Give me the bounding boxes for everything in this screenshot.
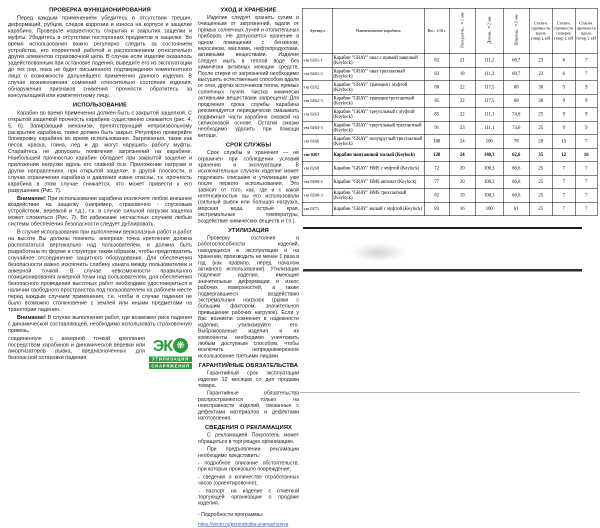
table-header-row [302,8,597,54]
value-cell: 62,6 [503,148,529,162]
name-cell: Карабин "GRAY" малый с муфтой (Keylock) [332,202,424,216]
name-cell: Карабин "GRAY" трапеция трехтактный (Keylock) [332,94,424,108]
value-cell: 68 [503,94,529,108]
recycle-program-block [198,512,299,528]
value-cell: 7 [575,162,597,176]
value-cell: 20 [449,162,475,176]
value-cell: 60,7 [503,54,529,68]
name-cell: Карабин "GRAY" полукруглый трехтактный (Keylock) [332,135,424,149]
value-cell: 25 [529,121,552,135]
table-row [302,108,597,122]
value-cell: 16 [449,202,475,216]
value-cell: 83 [424,67,449,81]
article-cell: vnt 0266 [302,135,332,149]
value-cell: 25 [529,202,552,216]
value-cell: 7 [575,67,597,81]
value-cell: 66,6 [503,189,529,203]
header-article: Артикул [302,8,332,54]
warning-label: Внимание! [17,314,46,321]
name-cell: Карабин "GRAY" овал с прямой защелкой (Keylock) [332,54,424,68]
program-details-link[interactable]: https://vento.ru/pererabotka-snaryazheniya [198,521,289,528]
name-cell: Карабин "GRAY" HMS с муфтой (Keylock) [332,162,424,176]
value-cell: 25 [529,189,552,203]
article-cell: vnt 0262 [302,81,332,95]
value-cell: 106,3 [475,189,503,203]
value-cell: 35 [529,148,552,162]
value-cell: 24 [449,135,475,149]
value-cell: 74,6 [503,121,529,135]
value-cell: 7 [575,54,597,68]
eco-logo-caption-2: СНАРЯЖЕНИЯ [149,363,192,369]
value-cell: 7 [552,189,575,203]
section-heading-care: УХОД И ХРАНЕНИЕ [220,7,277,13]
warning-label: Внимание! [17,195,46,202]
article-cell: vnt 0263 [302,108,332,122]
value-cell: 7 [575,189,597,203]
value-cell: 78 [503,135,529,149]
table-row [302,94,597,108]
article-cell: vnt 0261-1 [302,54,332,68]
value-cell: 9 [575,108,597,122]
table-row [302,67,597,81]
article-cell: vnt 0271 [302,202,332,216]
value-cell: 23 [449,121,475,135]
value-cell: 140,3 [475,148,503,162]
bottom-wrap-row [8,335,192,369]
value-cell: 30 [529,94,552,108]
value-cell: 83 [424,202,449,216]
paragraph-disposal: Проверку состояния и работоспособности изделий, находящихся в эксплуатации и на хранении, производить не менее 1 раза в год (как правило, перед началом активного использования). Утилизации подлежат изделия, имеющие значительные деформации и износ рабочих поверхностей, а также подвергавшиеся воздействию экстремальных нагрузок (рывки с большим фактором, значительное превышение рабочих нагрузок). Если у Вас возникли сомнения в надежности изделия, утилизируйте его. Выбракованные изделия и их компоненты необходимо уничтожить любым доступным способом, чтобы исключить непреднамеренное использование третьими лицами. [198,235,299,359]
value-cell: 9 [552,81,575,95]
header-name: Наименование карабина [332,8,424,54]
value-cell: 85 [424,94,449,108]
eco-recycle-logo [149,335,192,369]
header-strength-major-open: Статич. прочность вдоль (откр.), кН [575,8,597,54]
name-cell: Карабин "GRAY" HMS автомат (Keylock) [332,175,424,189]
name-cell: Карабин "GRAY" трапеция с муфтой (Keylock) [332,81,424,95]
claims-bullet-3: - паспорт на изделие с отметкой торгующей организации о продаже изделия. [198,488,299,507]
value-cell: 111,1 [475,108,503,122]
value-cell: 12 [552,148,575,162]
claims-bullet-2: - сведения о количестве отработанных часов (ориентировочно); [198,474,299,487]
value-cell: 100 [475,202,503,216]
name-cell: Карабин монтажный малый (Keylock) [332,148,424,162]
header-length: Длина, ±2 мм [475,8,503,54]
paragraph-usage-warning-2 [8,314,192,333]
table-row [302,175,597,189]
table-row [302,81,597,95]
paragraph-care: Изделие следует хранить сухим и очищенным от загрязнений, вдали от прямых солнечных лучей и отопительных приборов. Не допускается хранение в одном помещении с бензином, керосином, маслами, нефтепродуктами, активными веществами. Изделие следует мыть в теплой воде без химически активных моющих средств. После стирки от загрязнений необходимо высушить естественным способом вдали от огня, других источников тепла, прямых солнечных лучей. Чистка химически активными веществами запрещена! Для продления срока службы карабина рекомендуется периодически смазывать подвижные части карабина смазкой на силиконовой основе. Остатки смазки необходимо удалить при помощи ветоши. [198,15,299,139]
value-cell: 30 [529,81,552,95]
value-cell: 22 [449,81,475,95]
value-cell: 106,3 [475,162,503,176]
value-cell: 9 [552,94,575,108]
table-row [302,202,597,216]
value-cell: 82 [424,54,449,68]
value-cell: 9 [552,121,575,135]
fold-line-3 [300,392,580,393]
value-cell: 6 [552,54,575,68]
eco-logo-top [149,335,192,355]
value-cell: 15 [552,135,575,149]
value-cell: 16 [575,148,597,162]
value-cell: 7 [552,175,575,189]
value-cell: 20 [449,175,475,189]
value-cell: 66,6 [503,175,529,189]
value-cell: 80 [424,81,449,95]
paragraph-usage-warning-1 [8,195,192,227]
value-cell: 6 [552,67,575,81]
table-row [302,162,597,176]
paragraph-claims-2: При предъявлении рекламации необходимо представить: [198,446,299,459]
gear-icon: ❋ [173,338,188,353]
carabiner-spec-table [302,8,598,216]
value-cell: 23 [529,54,552,68]
value-cell: 7 [552,162,575,176]
stamp-smudge [350,243,406,262]
value-cell: 9 [575,121,597,135]
paragraph-warranty-1: Гарантийный срок эксплуатации изделия 12 месяцев со дня продажи товара. [198,370,299,389]
value-cell: 22 [449,108,475,122]
article-cell: vnt 0267 [302,148,332,162]
value-cell: 20 [529,135,552,149]
value-cell: 66,6 [503,162,529,176]
value-cell: 117,5 [475,81,503,95]
middle-column [198,7,299,528]
article-cell: vnt 0268-2 [302,175,332,189]
carabiner-spec-table-wrap [302,8,597,216]
article-cell: vnt 0268-3 [302,189,332,203]
section-heading-service-life: СРОК СЛУЖБЫ [225,142,272,149]
value-cell: 74,6 [503,108,529,122]
value-cell: 100 [475,135,503,149]
article-cell: vnt 0263-3 [302,121,332,135]
claims-bullet-1: - подробное описание обстоятельств, при которых произошло повреждение; [198,460,299,473]
value-cell: 18 [449,67,475,81]
paragraph-service-life: Срок службы и хранения — не ограничен при соблюдении условий хранения и эксплуатации. В исключительных случаях изделие может подлежать списанию и утилизации уже после первого использования. Это зависит от того, как, где и с какой интенсивностью вы его использовали (сильный рывок или большая нагрузка, морская вода, острые края, экстремальные температуры, воздействие химических веществ и т.п.). [198,150,299,224]
name-cell: Карабин "GRAY" треугольный трехтактный (Keylock) [332,121,424,135]
value-cell: 9 [575,81,597,95]
eco-logo-caption-1: УТИЛИЗАЦИЯ [149,356,192,362]
left-column [8,7,192,369]
value-cell: 21 [449,54,475,68]
article-cell: vnt 0262-3 [302,94,332,108]
section-heading-warranty: ГАРАНТИЙНЫЕ ОБЯЗАТЕЛЬСТВА [198,362,299,369]
header-strength-minor: Статич. прочность поперек (закр.), кН [552,8,575,54]
fold-line-2 [303,269,582,272]
value-cell: 111,1 [475,121,503,135]
value-cell: 72 [424,162,449,176]
name-cell: Карабин "GRAY" треугольный с муфтой (Keylock) [332,108,424,122]
value-cell: 117,5 [475,94,503,108]
value-cell: 91 [424,121,449,135]
section-heading-claims: СВЕДЕНИЯ О РЕКЛАМАЦИЯХ [205,424,292,431]
table-row [302,148,597,162]
fold-line-1 [303,227,582,229]
warning-text: При использовании карабина исключите любое внешнее воздействие на защелку (например, страховочно - спусковым устройством, веревкой и т.д.), т.к. в случае сильной нагрузки защелка может сломаться (Рис. 7). Во избежание несчастных случаев любые системы обеспечения безопасности следует дублировать. [8,195,193,228]
value-cell: 61 [503,202,529,216]
paragraph-function-check: Перед каждым применением убедитесь в отсутствии трещин, деформаций, рубцов, следов коррозии и износа на корпусе и защелке карабина. Проверьте корректность открытия и закрытия защелки и муфты. Убедитесь в отсутствии посторонних предметов в защелке. Во время использования важно регулярно следить за состоянием устройства, его корректной работой и расположением относительно других элементов страховочной цепи. В случае если изделие оказалось задействованным при остановке падения, выведите его из эксплуатации до тех пор, пока не будет письменного подтверждения компетентного лица о возможности дальнейшего применения данного изделия. В случае возникновения сомнений относительно состояния изделия, обнаружения признаков снижения прочности обратитесь за консультацией или компетентному лицу. [8,15,192,99]
header-gate-opening: Раскрытие, ±1 мм [449,8,475,54]
paragraph-usage-end: соединенную с анкерной точкой крепления посредством карабинов и динамической веревки или амортизаторов рывка, предназначенных для безопасной остановки падения. [8,335,145,361]
table-row [302,135,597,149]
value-cell: 111,2 [475,54,503,68]
value-cell: 9 [575,94,597,108]
header-width: Ширина, ±2 мм [503,8,529,54]
paragraph-claims-1: С рекламацией Покупатель может обращаться в торгующую организацию. [198,432,299,445]
value-cell: 9 [552,108,575,122]
paragraph-usage-1: Карабин во время применения должен быть с закрытой защелкой. С открытой защелкой прочность карабина существенно снижается (рис. 4, 5, 6). Запирающий механизм, препятствующий непроизвольному раскрытию карабина, также должен быть закрыт. Регулярно проверяйте блокировку карабина во время использования. Загрязнения, такие как песок, краска, глина, лед и др. могут нарушить работу муфты. Старайтесь не допускать появления загрязнений на карабине. Наибольшей прочностью карабин обладает при закрытой защелке и приложении нагрузки вдоль его главной оси. Приложение нагрузки в других направлениях, при открытой защелке, в другой плоскости, в случае ограничения карабина и давления извне опасны, т.к. прочность карабина в этом случае снижается, что может привести к его разрушению (Рис. 7). [8,109,192,194]
value-cell: 7 [575,175,597,189]
section-heading-disposal: УТИЛИЗАЦИЯ [228,227,269,234]
value-cell: 25 [529,108,552,122]
program-details-label: - Подробности программы: [198,511,264,518]
value-cell: 7 [575,135,597,149]
header-strength-major-closed: Статич. прочность вдоль (закр.), кН [529,8,552,54]
warning-text: В случае выполнения работ, где возможен риск падения с динамической составляющей, необходимо использовать страховочную привязь, [8,314,192,334]
value-cell: 7 [552,202,575,216]
value-cell: 22 [449,94,475,108]
article-cell: vnt 0268 [302,162,332,176]
value-cell: 19 [449,189,475,203]
value-cell: 25 [529,162,552,176]
paragraph-warranty-2: Гарантийные обязательства распространяются только на неисправности изделий, связанные с дефектами материалов и дефектами изготовления. [198,390,299,421]
paragraph-usage-2: В случае использования при выполнении верхолазных работ и работ на высоте Вы должны помнить: анкерная точка крепления должна располагаться вертикально над пользователем, и должна быть разработана по форме и структуре таким образом, чтобы предотвратить случайное отсоединение защитного оборудования. Для обеспечения безопасности важно исключить слабину каната между пользователем и анкерной точкой. В случае невозможности правильного позиционирования анкерной точки над пользователем, для обеспечения безопасного проведения высотных работ необходимо удостовериться в наличии свободного пространства под пользователем на рабочем месте перед каждым случаем применения, т.е. чтобы в случае падения не было возможно столкновение с землей или иными предметами на траектории падения. [8,229,192,313]
table-row [302,189,597,203]
section-heading-function-check: ПРОВЕРКА ФУНКЦИОНИРОВАНИЯ [49,7,151,13]
value-cell: 85 [424,108,449,122]
value-cell: 68 [503,81,529,95]
value-cell: 23 [529,67,552,81]
name-cell: Карабин "GRAY" овал трехтактный (Keylock) [332,67,424,81]
eco-logo-letters: ЭК [152,336,173,355]
value-cell: 106,3 [475,175,503,189]
value-cell: 100 [424,135,449,149]
value-cell: 82 [424,189,449,203]
table-row [302,54,597,68]
value-cell: 77 [424,175,449,189]
value-cell: 7 [575,202,597,216]
value-cell: 111,2 [475,67,503,81]
name-cell: Карабин "GRAY" HMS трехтактный (Keylock) [332,189,424,203]
article-cell: vnt 0261-3 [302,67,332,81]
table-row [302,121,597,135]
section-heading-usage: ИСПОЛЬЗОВАНИЕ [72,101,128,108]
header-weight: Вес, ±10 г [424,8,449,54]
value-cell: 24 [449,148,475,162]
value-cell: 60,7 [503,67,529,81]
value-cell: 25 [529,175,552,189]
value-cell: 128 [424,148,449,162]
